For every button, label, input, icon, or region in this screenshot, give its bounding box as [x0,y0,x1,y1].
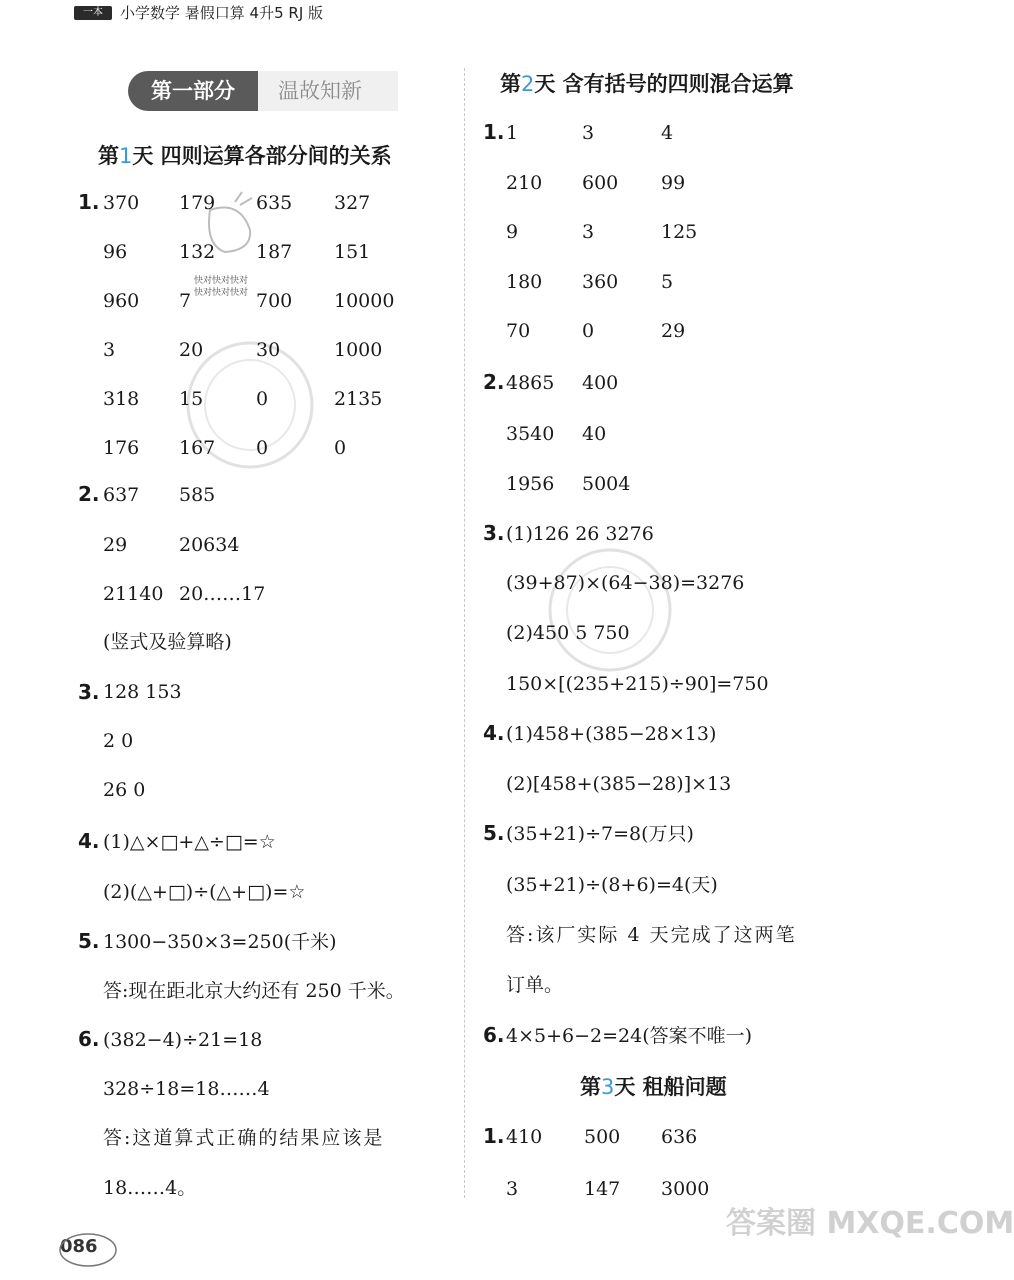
brand-logo: 一本 [74,6,112,20]
answer-cell: 700 [256,290,293,312]
day2-title [500,71,794,97]
answer-cell: 600 [582,171,619,194]
left-q2-note: (竖式及验算略) [103,631,232,653]
answer-cell: 10000 [334,290,395,312]
header-title: 小学数学 暑假口算 4升5 RJ 版 [120,4,324,22]
stamp-text-1: 快对快对快对 [194,276,249,286]
page-header [0,0,900,34]
right-q3-line: (2)450 5 750 [506,622,630,644]
answer-cell: 176 [103,437,140,459]
answer-cell: 4 [661,122,674,144]
answer-cell: 0 [256,388,269,410]
right-q4-line: (2)[458+(385−28)]×13 [506,773,732,795]
answer-cell: 180 [506,270,543,293]
answer-cell: 99 [661,171,686,194]
answer-cell: 3 [582,221,595,243]
left-q6-line: 答:这道算式正确的结果应该是 [103,1127,385,1149]
day2-pre: 第 [500,72,521,96]
answer-cell: 1000 [334,339,383,361]
answer-cell: 3540 [506,422,555,445]
answer-cell: 360 [582,270,619,293]
left-q3-row: 2 0 [103,730,134,752]
answer-cell: 179 [179,192,216,214]
answer-cell: 7 [179,290,192,312]
right-q5-line: 答:该厂实际 4 天完成了这两笔 [506,924,797,946]
page-number: 086 [60,1236,98,1257]
left-q6-line: 18……4。 [103,1177,197,1199]
part-title: 第一部分 [128,71,258,111]
answer-cell: 3 [506,1178,519,1200]
answer-cell: 187 [256,241,293,263]
left-q6-line: 328÷18=18……4 [103,1078,270,1100]
answer-cell: 70 [506,320,531,342]
left-q1-number: 1. [78,190,100,214]
answer-cell: 21140 [103,583,164,605]
right-q4-line: (1)458+(385−28×13) [506,723,717,745]
answer-cell: 3 [103,339,116,361]
answer-cell: 40 [582,422,607,445]
answer-cell: 3 [582,122,595,144]
right-q3-line: (39+87)×(64−38)=3276 [506,572,745,594]
right-q5-line: 订单。 [506,974,564,996]
right-q5-number: 5. [483,821,505,845]
right-q5-line: (35+21)÷(8+6)=4(天) [506,874,718,896]
answer-cell: 585 [179,484,216,506]
day1-pre: 第 [98,144,119,168]
answer-cell: 20634 [179,533,240,556]
day3-title [580,1074,727,1100]
answer-cell: 132 [179,241,216,263]
answer-cell: 370 [103,192,140,214]
day2-post: 天 含有括号的四则混合运算 [534,72,794,96]
answer-cell: 147 [584,1178,621,1200]
answer-cell: 167 [179,437,216,459]
answer-cell: 151 [334,241,371,263]
answer-cell: 327 [334,192,371,214]
left-q5-number: 5. [78,929,100,953]
answer-cell: 20……17 [179,583,266,605]
answer-cell: 500 [584,1126,621,1148]
right-q6-number: 6. [483,1023,505,1047]
left-q2-number: 2. [78,482,100,506]
answer-cell: 410 [506,1126,543,1148]
day1-number: 1 [119,144,133,168]
left-q3-number: 3. [78,680,100,704]
day3-number: 3 [601,1075,615,1099]
answer-cell: 0 [334,437,347,459]
day1-post: 天 四则运算各部分间的关系 [132,144,392,168]
answer-cell: 9 [506,221,519,243]
part-subtitle: 温故知新 [258,71,398,111]
answer-cell: 4865 [506,372,555,394]
right-q6-line: 4×5+6−2=24(答案不唯一) [506,1025,753,1047]
answer-cell: 2135 [334,388,383,410]
answer-cell: 29 [661,320,686,342]
left-q4-line: (2)(△+□)÷(△+□)=☆ [103,881,306,903]
right-q4-number: 4. [483,721,505,745]
day2-number: 2 [521,72,535,96]
answer-cell: 0 [256,437,269,459]
day3-post: 天 租船问题 [614,1075,727,1099]
answer-cell: 1956 [506,473,555,495]
left-q4-line: (1)△×□+△÷□=☆ [103,831,276,853]
seal-watermark-icon-2 [530,540,690,680]
left-q4-number: 4. [78,829,100,853]
right-q3-line: 150×[(235+215)÷90]=750 [506,673,769,695]
answer-cell: 318 [103,388,140,410]
day3-q1-number: 1. [483,1124,505,1148]
left-q3-row: 128 153 [103,681,182,703]
right-q1-number: 1. [483,120,505,144]
answer-cell: 960 [103,290,140,312]
column-divider [464,68,465,1198]
left-q5-line: 1300−350×3=250(千米) [103,931,337,953]
answer-cell: 29 [103,533,128,556]
right-q5-line: (35+21)÷7=8(万只) [506,823,694,845]
answer-cell: 1 [506,122,519,144]
left-q6-line: (382−4)÷21=18 [103,1029,263,1051]
answer-cell: 125 [661,221,698,243]
day1-title [98,143,392,169]
answer-cell: 637 [103,484,140,506]
right-q3-number: 3. [483,521,505,545]
right-q2-number: 2. [483,370,505,394]
answer-cell: 5 [661,270,674,293]
answer-cell: 15 [179,388,204,410]
day3-pre: 第 [580,1075,601,1099]
answer-cell: 5004 [582,473,631,495]
answer-cell: 96 [103,241,128,263]
answer-cell: 636 [661,1126,698,1148]
answer-cell: 400 [582,372,619,394]
right-q3-line: (1)126 26 3276 [506,523,654,545]
left-q6-number: 6. [78,1027,100,1051]
left-q5-line: 答:现在距北京大约还有 250 千米。 [103,980,405,1002]
answer-cell: 30 [256,339,281,361]
left-q3-row: 26 0 [103,779,146,801]
answer-cell: 210 [506,171,543,194]
answer-cell: 635 [256,192,293,214]
site-watermark: 答案圈 MXQE.COM [726,1206,1014,1241]
page-badge-icon [56,1230,126,1270]
answer-cell: 0 [582,320,595,342]
answer-cell: 3000 [661,1178,710,1200]
stamp-text-2: 快对快对快对 [194,288,249,298]
answer-cell: 20 [179,339,204,361]
